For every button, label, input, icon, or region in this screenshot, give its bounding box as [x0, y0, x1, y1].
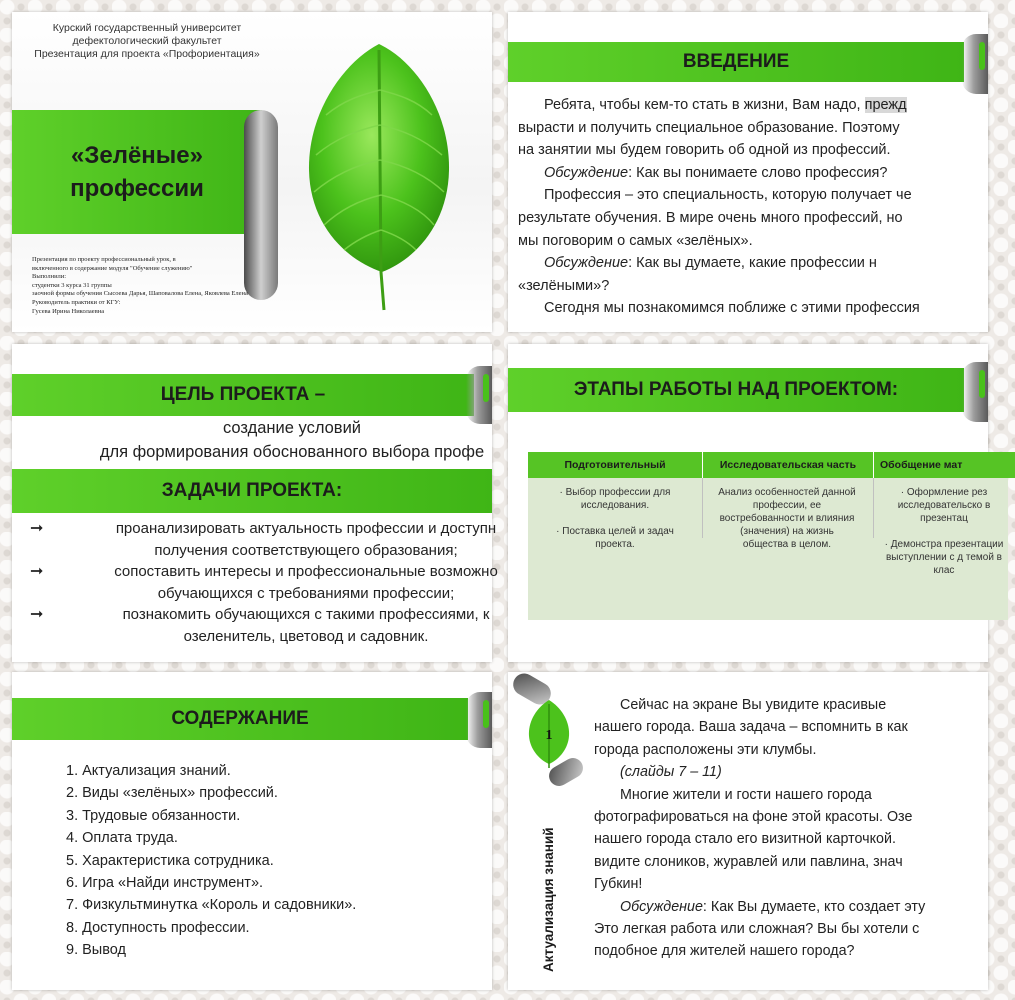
- task-line: проанализировать актуальность профессии и доступн: [115, 520, 497, 537]
- column-header: Обобщение мат: [873, 452, 1015, 478]
- text-line: нашего города стало его визитной карточкой.: [594, 831, 896, 848]
- task-line: обучающихся с требованиями профессии;: [157, 584, 455, 602]
- contents-item: 1. Актуализация знаний.: [66, 763, 231, 779]
- text-span: : Как вы думаете, какие профессии н: [628, 255, 877, 272]
- cell-item: Анализ особенностей данной профессии, ее востребованности и влияния (значения) на жизнь общества в целом.: [718, 487, 856, 550]
- hand-image: [962, 362, 988, 422]
- header-line: дефектологический факультет: [72, 35, 222, 47]
- goal-text: [32, 416, 552, 464]
- cell-item: · Демонстра презентации выступлении с д темой в клас: [884, 539, 1004, 576]
- tasks-list: [30, 518, 550, 647]
- text-line: города расположены эти клумбы.: [594, 741, 817, 758]
- authors-footer: [32, 256, 332, 316]
- text-span: : Как вы понимаете слово профессия?: [628, 164, 888, 181]
- table-cell: [718, 486, 856, 564]
- slide-introduction: [508, 12, 988, 332]
- paragraph: Сегодня мы познакомимся поближе с этими профессия: [544, 300, 920, 317]
- footer-line: включенного в содержание модуля "Обучение служению": [32, 264, 193, 272]
- slide-contents: [12, 672, 492, 990]
- hand-image: [466, 692, 492, 748]
- table-cell: [548, 486, 682, 564]
- text-line: результате обучения. В мире очень много профессий, но: [518, 209, 903, 226]
- cell-item: · Выбор профессии для исследования.: [559, 487, 671, 511]
- title-line: «Зелёные»: [70, 142, 203, 169]
- text-line: Губкин!: [594, 876, 643, 893]
- arrow-icon: ➞: [30, 606, 44, 623]
- task-line: познакомить обучающихся с такими профессиями, к: [122, 606, 490, 623]
- paragraph: Многие жители и гости нашего города: [620, 786, 872, 803]
- text-line: вырасти и получить специальное образование. Поэтому: [518, 119, 900, 136]
- footer-line: студентки 3 курса 31 группы: [32, 281, 112, 289]
- title-line: профессии: [70, 175, 204, 202]
- contents-item: 9. Вывод: [66, 942, 126, 959]
- contents-item: 8. Доступность профессии.: [66, 919, 250, 936]
- task-item: [30, 604, 550, 647]
- footer-line: заочной формы обучения Сысоева Дарья, Шаповалова Елена, Яковлева Елена: [32, 290, 248, 298]
- intro-text: [518, 94, 1008, 320]
- slide-knowledge: [508, 672, 988, 990]
- column-header: Исследовательская часть: [702, 452, 873, 478]
- slide-heading: ВВЕДЕНИЕ: [508, 42, 964, 82]
- contents-item: 5. Характеристика сотрудника.: [66, 852, 274, 869]
- goal-line: создание условий: [222, 419, 362, 437]
- text-line: мы поговорим о самых «зелёных».: [518, 232, 753, 249]
- column-divider: [873, 478, 874, 538]
- text-line: Это легкая работа или сложная? Вы бы хотели с: [594, 921, 920, 938]
- slide-goal-tasks: [12, 344, 498, 662]
- footer-line: Руководитель практики от КГУ:: [32, 298, 121, 306]
- paragraph: Сейчас на экране Вы увидите красивые: [620, 697, 887, 713]
- contents-item: 6. Игра «Найди инструмент».: [66, 875, 264, 892]
- slides-reference: (слайды 7 – 11): [620, 764, 722, 781]
- goal-heading: ЦЕЛЬ ПРОЕКТА –: [12, 374, 474, 416]
- paragraph: [518, 252, 1008, 275]
- text-span: : Как Вы думаете, кто создает эту: [702, 898, 926, 915]
- cell-item: · Оформление рез исследовательско в презентац: [897, 487, 991, 524]
- text-line: видите слоников, журавлей или павлина, знач: [594, 853, 903, 870]
- paragraph: [594, 896, 1014, 918]
- tasks-heading: ЗАДАЧИ ПРОЕКТА:: [12, 469, 492, 513]
- paragraph: [518, 162, 1008, 185]
- knowledge-text: [594, 694, 1014, 963]
- cell-item: · Поставка целей и задач проекта.: [556, 526, 674, 550]
- stages-table: [528, 452, 1008, 620]
- contents-item: 2. Виды «зелёных» профессий.: [66, 785, 278, 802]
- text-line: подобное для жителей нашего города?: [594, 943, 855, 960]
- table-cell: [880, 486, 1008, 590]
- footer-line: Гусева Ирина Николаевна: [32, 307, 105, 315]
- contents-item: 7. Физкультминутка «Король и садовники».: [66, 897, 357, 914]
- discussion-label: Обсуждение: [544, 255, 629, 272]
- task-line: получения соответствующего образования;: [154, 541, 458, 559]
- text-line: нашего города. Ваша задача – вспомнить в как: [594, 719, 908, 736]
- text-span: Ребята, чтобы кем-то стать в жизни, Вам надо,: [544, 97, 865, 113]
- hand-image: [962, 34, 988, 94]
- discussion-label: Обсуждение: [620, 898, 703, 915]
- contents-item: 4. Оплата труда.: [66, 830, 178, 847]
- stages-heading: ЭТАПЫ РАБОТЫ НАД ПРОЕКТОМ:: [508, 368, 964, 412]
- header-line: Курский государственный университет: [52, 22, 242, 34]
- task-item: [30, 561, 550, 604]
- university-header: [22, 22, 272, 61]
- header-line: Презентация для проекта «Профориентация»: [34, 48, 260, 60]
- task-item: [30, 518, 550, 561]
- paragraph: Профессия – это специальность, которую получает че: [544, 187, 912, 204]
- slide-title: [12, 12, 492, 332]
- contents-heading: СОДЕРЖАНИЕ: [12, 698, 468, 740]
- column-header: Подготовительный: [528, 452, 702, 478]
- text-line: на занятии мы будем говорить об одной из профессий.: [518, 142, 891, 159]
- task-line: озеленитель, цветовод и садовник.: [183, 627, 429, 645]
- paragraph: [594, 761, 1014, 783]
- discussion-label: Обсуждение: [544, 164, 629, 181]
- footer-line: Презентация по проекту профессиональный урок, в: [32, 256, 176, 263]
- text-line: фотографироваться на фоне этой красоты. Озе: [594, 809, 913, 826]
- contents-item: 3. Трудовые обязанности.: [66, 807, 241, 824]
- arrow-icon: ➞: [30, 520, 44, 537]
- goal-line: для формирования обоснованного выбора профе: [99, 443, 485, 461]
- paragraph: [518, 94, 1008, 117]
- footer-line: Выполнили:: [32, 273, 67, 281]
- slide-project-stages: [508, 344, 1004, 662]
- title-band: [12, 110, 262, 234]
- text-line: «зелёными»?: [518, 277, 610, 294]
- side-label: Актуализация знаний: [541, 827, 556, 972]
- column-divider: [702, 478, 703, 538]
- task-line: сопоставить интересы и профессиональные возможно: [114, 563, 498, 580]
- arrow-icon: ➞: [30, 563, 44, 580]
- side-panel: [508, 672, 583, 990]
- contents-list: [66, 760, 356, 962]
- highlighted-text: прежд: [864, 97, 907, 113]
- slide-badge-number: 1: [545, 728, 553, 743]
